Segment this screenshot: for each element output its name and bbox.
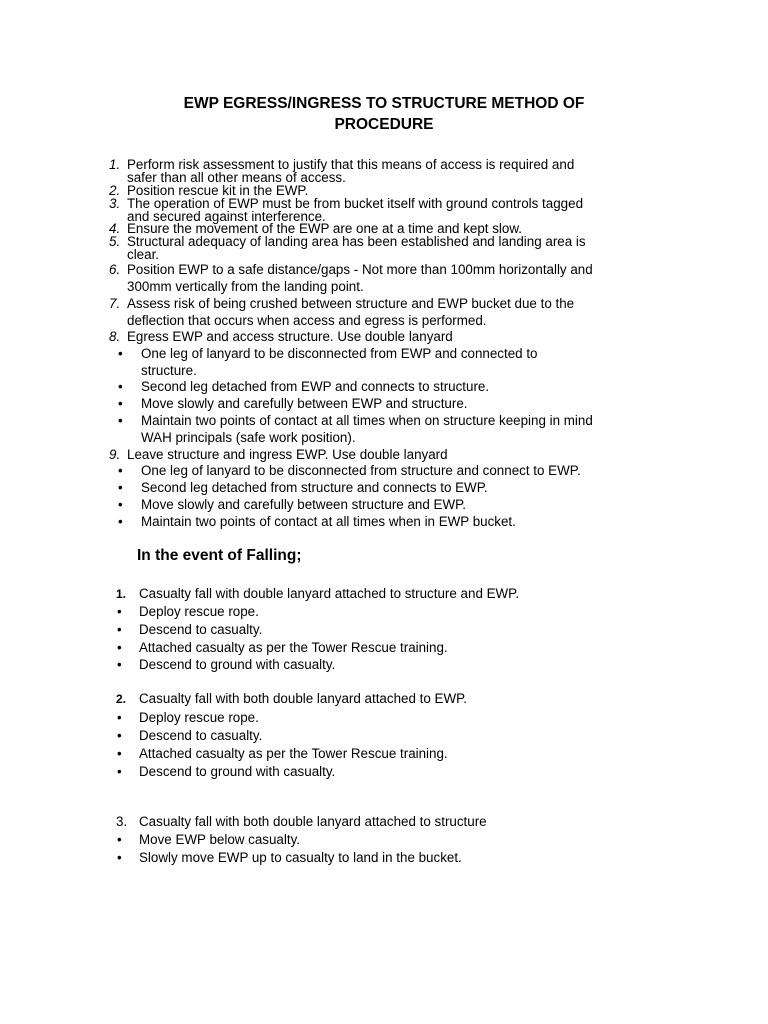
bullet-text: Second leg detached from structure and connects to EWP. — [141, 480, 488, 495]
bullet-icon: • — [118, 514, 123, 529]
bullet-text: Maintain two points of contact at all times when in EWP bucket. — [141, 514, 516, 529]
case-number: 3. — [116, 814, 128, 829]
case-number: 2. — [116, 692, 127, 706]
step-text: Assess risk of being crushed between structure and EWP bucket due to the — [127, 296, 575, 311]
bullet-icon: • — [117, 728, 122, 743]
title-line: PROCEDURE — [334, 116, 434, 133]
bullet-icon: • — [117, 710, 122, 725]
bullet-icon: • — [117, 764, 122, 779]
bullet-icon: • — [118, 346, 123, 361]
bullet-icon: • — [117, 640, 122, 655]
bullet-text: structure. — [141, 363, 197, 378]
case-bullet-text: Deploy rescue rope. — [139, 710, 259, 725]
case-bullet-text: Descend to ground with casualty. — [139, 657, 336, 672]
case-bullet-text: Descend to ground with casualty. — [139, 764, 336, 779]
step-text: and secured against interference. — [127, 209, 326, 224]
bullet-icon: • — [118, 463, 123, 478]
case-bullet-text: Move EWP below casualty. — [139, 832, 301, 847]
bullet-icon: • — [117, 850, 122, 865]
bullet-text: One leg of lanyard to be disconnected from EWP and connected to — [141, 346, 538, 361]
step-text: deflection that occurs when access and egress is performed. — [127, 313, 487, 328]
bullet-icon: • — [117, 622, 122, 637]
case-text: Casualty fall with both double lanyard attached to EWP. — [139, 691, 468, 706]
case-bullet-text: Descend to casualty. — [139, 622, 263, 637]
step-text: Ensure the movement of the EWP are one at a time and kept slow. — [127, 221, 522, 236]
case-bullet-text: Descend to casualty. — [139, 728, 263, 743]
bullet-icon: • — [118, 480, 123, 495]
case-text: Casualty fall with double lanyard attached to structure and EWP. — [139, 586, 520, 601]
step-text: Structural adequacy of landing area has been established and landing area is — [127, 234, 586, 249]
case-bullet-text: Attached casualty as per the Tower Rescue training. — [139, 640, 448, 655]
bullet-icon: • — [118, 379, 123, 394]
bullet-icon: • — [117, 746, 122, 761]
bullet-text: Move slowly and carefully between EWP and structure. — [141, 396, 468, 411]
document-title — [0, 93, 768, 135]
title-line: EWP EGRESS/INGRESS TO STRUCTURE METHOD OF — [183, 95, 585, 112]
case-bullet-text: Slowly move EWP up to casualty to land in the bucket. — [139, 850, 462, 865]
bullet-icon: • — [118, 396, 123, 411]
step-number: 7. — [109, 296, 121, 311]
bullet-icon: • — [117, 657, 122, 672]
case-number: 1. — [116, 587, 127, 601]
step-text: safer than all other means of access. — [127, 170, 346, 185]
bullet-icon: • — [118, 497, 123, 512]
step-number: 1. — [109, 157, 121, 172]
step-text: Egress EWP and access structure. Use double lanyard — [127, 329, 453, 344]
step-number: 6. — [109, 262, 121, 277]
bullet-text: One leg of lanyard to be disconnected from structure and connect to EWP. — [141, 463, 581, 478]
step-text: Position EWP to a safe distance/gaps - Not more than 100mm horizontally and — [127, 262, 593, 277]
bullet-text: WAH principals (safe work position). — [141, 430, 356, 445]
bullet-icon: • — [118, 413, 123, 428]
step-text: Position rescue kit in the EWP. — [127, 183, 309, 198]
step-text: 300mm vertically from the landing point. — [127, 279, 364, 294]
step-number: 9. — [109, 447, 121, 462]
case-text: Casualty fall with both double lanyard attached to structure — [139, 814, 487, 829]
bullet-text: Move slowly and carefully between structure and EWP. — [141, 497, 467, 512]
bullet-text: Second leg detached from EWP and connects to structure. — [141, 379, 490, 394]
step-text: The operation of EWP must be from bucket itself with ground controls tagged — [127, 196, 584, 211]
falling-heading: In the event of Falling; — [137, 547, 302, 564]
bullet-icon: • — [117, 832, 122, 847]
step-text: Leave structure and ingress EWP. Use double lanyard — [127, 447, 448, 462]
case-bullet-text: Attached casualty as per the Tower Rescue training. — [139, 746, 448, 761]
step-number: 8. — [109, 329, 121, 344]
bullet-icon: • — [117, 604, 122, 619]
bullet-text: Maintain two points of contact at all times when on structure keeping in mind — [141, 413, 593, 428]
step-number: 3. — [109, 196, 121, 211]
step-text: Perform risk assessment to justify that this means of access is required and — [127, 157, 575, 172]
step-text: clear. — [127, 247, 160, 262]
step-number: 4. — [109, 221, 121, 236]
step-number: 2. — [109, 183, 121, 198]
case-bullet-text: Deploy rescue rope. — [139, 604, 259, 619]
step-number: 5. — [109, 234, 121, 249]
